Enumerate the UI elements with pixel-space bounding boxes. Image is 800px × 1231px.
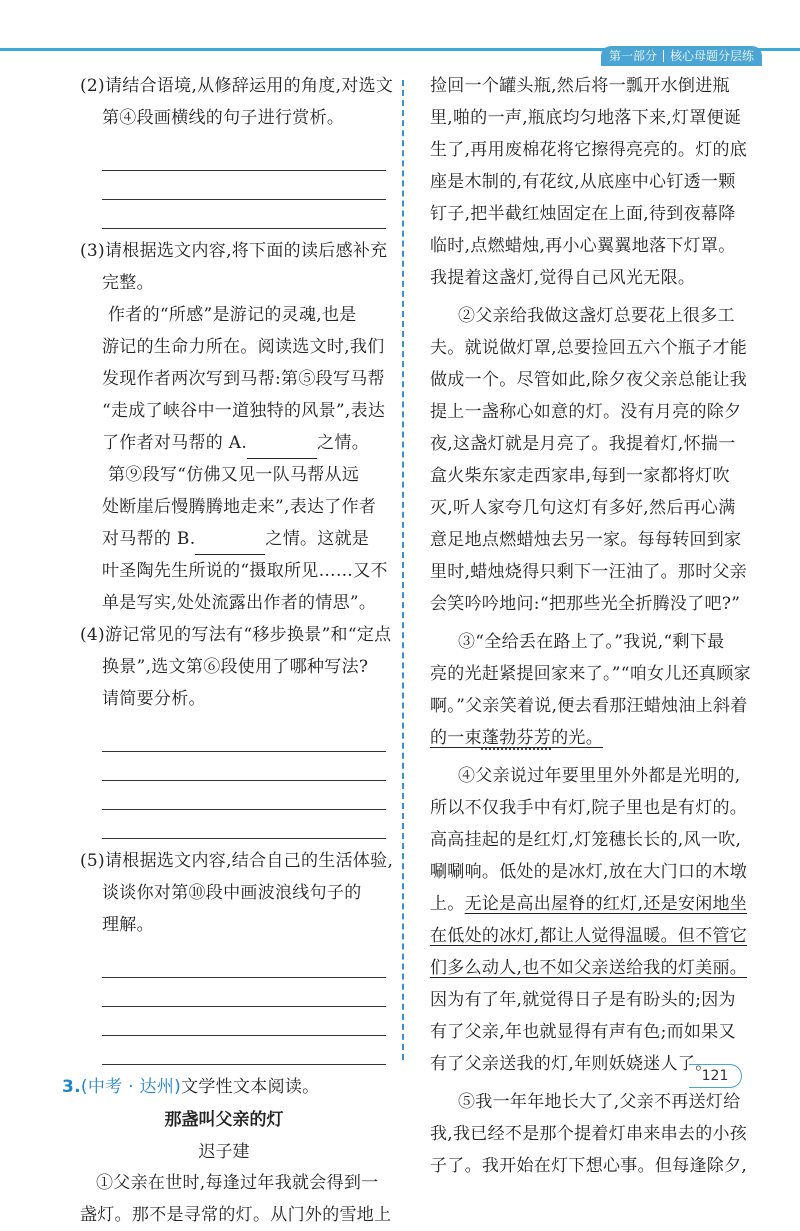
reading-section	[62, 1071, 392, 1231]
text-fragment: 啊。”父亲笑着说,便去看那汪蜡烛油上斜着	[430, 696, 748, 716]
section-heading	[62, 1071, 386, 1103]
text-line: 唰唰响。低处的是冰灯,放在大门口的木墩	[430, 862, 748, 882]
text-line: ④父亲说过年要里里外外都是光明的,	[458, 766, 741, 786]
text-line: 请简要分析。	[102, 689, 206, 709]
text-line: 生了,再用废棉花将它擦得亮亮的。灯的底	[430, 140, 748, 160]
header-part: 第一部分	[608, 49, 657, 63]
answer-line	[102, 810, 386, 839]
header-section: 核心母题分层练	[669, 49, 754, 63]
text-line	[430, 920, 748, 952]
dotted-emphasis: 蓬勃芬芳	[481, 728, 552, 748]
text-line: 理解。	[102, 915, 154, 935]
text-fragment: 之情。这就是	[265, 529, 370, 549]
text-line	[430, 888, 748, 920]
text-line: 做成一个。尽管如此,除夕夜父亲总能让我	[430, 370, 748, 390]
question-2	[80, 70, 394, 229]
text-line: 夜,这盏灯就是月亮了。我提着灯,怀揣一	[430, 434, 736, 454]
right-column	[430, 70, 751, 1182]
text-line: 子了。我开始在灯下想心事。但每逢除夕,	[430, 1156, 748, 1176]
text-line: 单是写实,处处流露出作者的情思”。	[102, 593, 377, 613]
text-line: 有了父亲送我的灯,年则妖娆迷人了。	[430, 1054, 713, 1074]
question-number: 3.	[62, 1077, 81, 1097]
text-line: 灭,听人家夸几句这灯有多好,然后再心满	[430, 498, 736, 518]
underlined-sentence: 无论是高出屋脊的红灯,还是安闲地坐	[464, 894, 748, 914]
text-line: 有了父亲,年也就显得有声有色;而如果又	[430, 1022, 736, 1042]
question-4	[80, 619, 392, 839]
paragraph-5	[430, 1086, 748, 1182]
answer-line	[102, 752, 386, 781]
page-number: 121	[689, 1064, 742, 1088]
text-line: ⑤我一年年地长大了,父亲不再送灯给	[458, 1092, 741, 1112]
answer-line	[102, 200, 386, 229]
text-fragment: 的光。	[551, 728, 604, 748]
fill-blank-b[interactable]	[195, 532, 265, 555]
text-line: ②父亲给我做这盏灯总要花上很多工	[458, 306, 735, 326]
text-line: 谈谈你对第⑩段中画波浪线句子的	[102, 883, 362, 903]
question-5	[80, 845, 394, 1065]
text-line	[80, 523, 386, 555]
text-fragment: 上。	[430, 894, 465, 914]
paragraph-3	[430, 626, 751, 754]
text-line: 完整。	[102, 273, 154, 293]
paragraph-4	[430, 760, 748, 1080]
text-line: 作者的“所感”是游记的灵魂,也是	[108, 305, 357, 325]
text-line: (2)请结合语境,从修辞运用的角度,对选文	[80, 76, 394, 96]
underlined-sentence	[430, 728, 603, 748]
article-author: 迟子建	[198, 1142, 250, 1162]
text-line: 钉子,把半截红烛固定在上面,待到夜幕降	[430, 204, 736, 224]
text-line: 提上一盏称心如意的灯。没有月亮的除夕	[430, 402, 742, 422]
answer-line	[102, 978, 386, 1007]
fill-blank-a[interactable]	[247, 436, 317, 459]
text-line	[430, 952, 748, 984]
text-line: (5)请根据选文内容,结合自己的生活体验,	[80, 851, 394, 871]
answer-line	[102, 949, 386, 978]
text-line: 意足地点燃蜡烛去另一家。每每转回到家	[430, 530, 742, 550]
underlined-sentence: 们多么动人,也不如父亲送给我的灯美丽。	[430, 958, 748, 978]
text-line: 高高挂起的是红灯,灯笼穗长长的,风一吹,	[430, 830, 742, 850]
text-line: 处断崖后慢腾腾地走来”,表达了作者	[102, 497, 377, 517]
header-separator	[663, 50, 664, 62]
text-fragment: 对马帮的 B.	[102, 529, 196, 549]
text-line: 座是木制的,有花纹,从底座中心钉透一颗	[430, 172, 736, 192]
text-fragment: 的一束	[430, 728, 482, 748]
text-line: 临时,点燃蜡烛,再小心翼翼地落下灯罩。	[430, 236, 736, 256]
text-line: (3)请根据选文内容,将下面的读后感补充	[80, 241, 388, 261]
text-line: 盒火柴东家走西家串,每到一家都将灯吹	[430, 466, 730, 486]
text-line: 因为有了年,就觉得日子是有盼头的;因为	[430, 990, 736, 1010]
text-fragment: 了作者对马帮的 A.	[102, 433, 248, 453]
question-desc: 文学性文本阅读。	[181, 1077, 320, 1097]
article-title: 那盏叫父亲的灯	[164, 1110, 284, 1130]
text-line: ①父亲在世时,每逢过年我就会得到一	[96, 1173, 379, 1193]
text-line: (4)游记常见的写法有“移步换景”和“定点	[80, 625, 392, 645]
text-line: 我提着这盏灯,觉得自己风光无限。	[430, 268, 696, 288]
text-line	[430, 690, 748, 722]
text-line: “走成了峡谷中一道独特的风景”,表达	[102, 401, 386, 421]
answer-lines	[102, 142, 386, 229]
text-line: 里,啪的一声,瓶底均匀地落下来,灯罩便诞	[430, 108, 742, 128]
text-line: 会笑吟吟地问:“把那些光全折腾没了吧?”	[430, 594, 741, 614]
text-line: ③“全给丢在路上了。”我说,“剩下最	[458, 632, 725, 652]
answer-line	[102, 723, 386, 752]
text-line: 盏灯。那不是寻常的灯。从门外的雪地上	[80, 1205, 392, 1225]
text-line: 捡回一个罐头瓶,然后将一瓢开水倒进瓶	[430, 76, 730, 96]
column-divider	[402, 80, 404, 1060]
text-line: 换景”,选文第⑥段使用了哪种写法?	[102, 657, 369, 677]
answer-line	[102, 1036, 386, 1065]
text-line: 夫。就说做灯罩,总要捡回五六个瓶子才能	[430, 338, 748, 358]
answer-line	[102, 1007, 386, 1036]
text-line: 游记的生命力所在。阅读选文时,我们	[102, 337, 385, 357]
left-column	[62, 70, 394, 1231]
text-line: 所以不仅我手中有灯,院子里也是有灯的。	[430, 798, 748, 818]
text-line	[430, 722, 730, 754]
answer-lines	[102, 723, 386, 839]
header-tab	[601, 46, 762, 66]
answer-line	[102, 142, 386, 171]
text-line: 叶圣陶先生所说的“摄取所见……又不	[102, 561, 388, 581]
text-line: 第④段画横线的句子进行赏析。	[102, 108, 345, 128]
answer-line	[102, 781, 386, 810]
text-line: 发现作者两次写到马帮:第⑤段写马帮	[102, 369, 385, 389]
text-line: 亮的光赶紧提回家来了。”“咱女儿还真顾家	[430, 664, 751, 684]
text-line: 里时,蜡烛烧得只剩下一汪油了。那时父亲	[430, 562, 748, 582]
text-line: 我,我已经不是那个提着灯串来串去的小孩	[430, 1124, 748, 1144]
question-3	[80, 235, 386, 619]
underlined-sentence: 在低处的冰灯,都让人觉得温暖。但不管它	[430, 926, 748, 946]
answer-line	[102, 171, 386, 200]
text-line	[80, 427, 386, 459]
answer-lines	[102, 949, 386, 1065]
text-line: 第⑨段写“仿佛又见一队马帮从远	[108, 465, 360, 485]
question-source: (中考 · 达州)	[80, 1077, 182, 1097]
paragraph-2	[430, 300, 748, 620]
text-fragment: 之情。	[317, 433, 369, 453]
paragraph-1-cont	[430, 70, 748, 294]
